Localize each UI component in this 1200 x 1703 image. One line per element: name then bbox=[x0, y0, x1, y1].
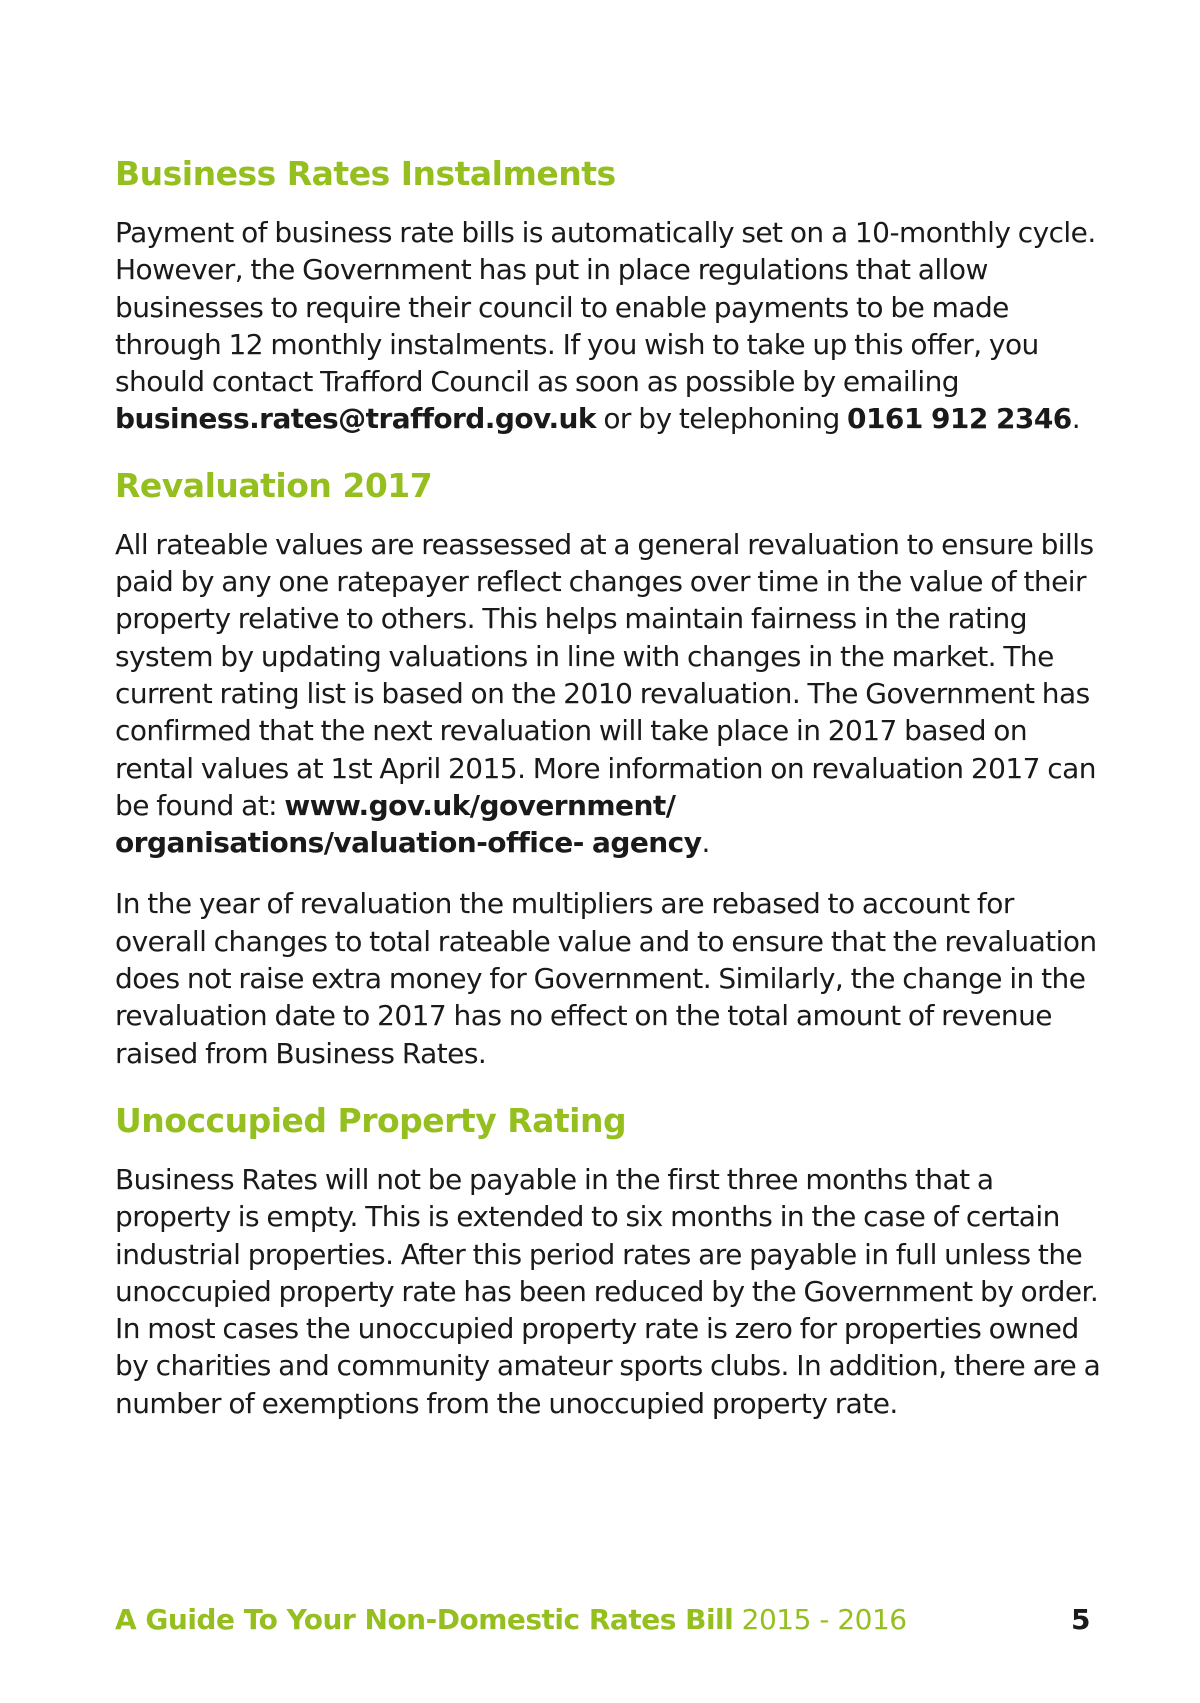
instalments-paragraph bbox=[115, 214, 1105, 438]
instalments-text-3: . bbox=[1071, 402, 1081, 436]
page-number: 5 bbox=[1071, 1603, 1090, 1636]
business-rates-phone: 0161 912 2346 bbox=[847, 402, 1072, 436]
page-footer bbox=[115, 1600, 1090, 1640]
valuation-office-link-part-2: organisations/valuation-office- agency bbox=[115, 826, 702, 860]
revaluation-text-2: . bbox=[701, 826, 710, 860]
section-heading-unoccupied-property-rating: Unoccupied Property Rating bbox=[115, 1100, 627, 1140]
unoccupied-paragraph: Business Rates will not be payable in the first three months that a property is empty. This is extended to six months in the case of certain industrial properties. After this period rates are payable in full unless the unoccupied property rate has been reduced by the Government by order. In most cases the unoccupied property rate is zero for properties owned by charities and community amateur sports clubs. In addition, there are a number of exemptions from the unoccupied property rate. bbox=[115, 1162, 1101, 1420]
revaluation-paragraph-1 bbox=[115, 526, 1105, 862]
document-page bbox=[115, 152, 1105, 1422]
instalments-text-1: Payment of business rate bills is automatically set on a 10-monthly cycle. However, the Government has put in place regulations that allow businesses to require their council to enable payments to be made through 12 monthly instalments. If you wish to take up this offer, you should contact Trafford Council as soon as possible by emailing bbox=[115, 216, 1096, 399]
revaluation-paragraph-2: In the year of revaluation the multipliers are rebased to account for overall changes to total rateable value and to ensure that the revaluation does not raise extra money for Government. Similarly, the change in the revaluation date to 2017 has no effect on the total amount of revenue raised from Business Rates. bbox=[115, 887, 1097, 1070]
section-heading-business-rates-instalments: Business Rates Instalments bbox=[115, 154, 616, 193]
business-rates-email: business.rates@trafford.gov.uk bbox=[115, 402, 596, 436]
footer-title-years: 2015 - 2016 bbox=[733, 1603, 907, 1636]
revaluation-text-1: All rateable values are reassessed at a general revaluation to ensure bills paid by any one ratepayer reflect changes over time in the value of their property relative to others. This helps maintain fairness in the rating system by updating valuations in line with changes in the market. The current rating list is based on the 2010 revaluation. The Government has confirmed that the next revaluation will take place in 2017 based on rental values at 1st April 2015. More information on revaluation 2017 can be found at: bbox=[115, 527, 1096, 822]
section-heading-revaluation-2017: Revaluation 2017 bbox=[115, 465, 433, 505]
footer-guide-title bbox=[115, 1600, 907, 1640]
footer-title-bold: A Guide To Your Non-Domestic Rates Bill bbox=[115, 1603, 734, 1636]
valuation-office-link-part-1: www.gov.uk/government/ bbox=[284, 788, 676, 822]
instalments-text-2: or by telephoning bbox=[596, 402, 848, 436]
